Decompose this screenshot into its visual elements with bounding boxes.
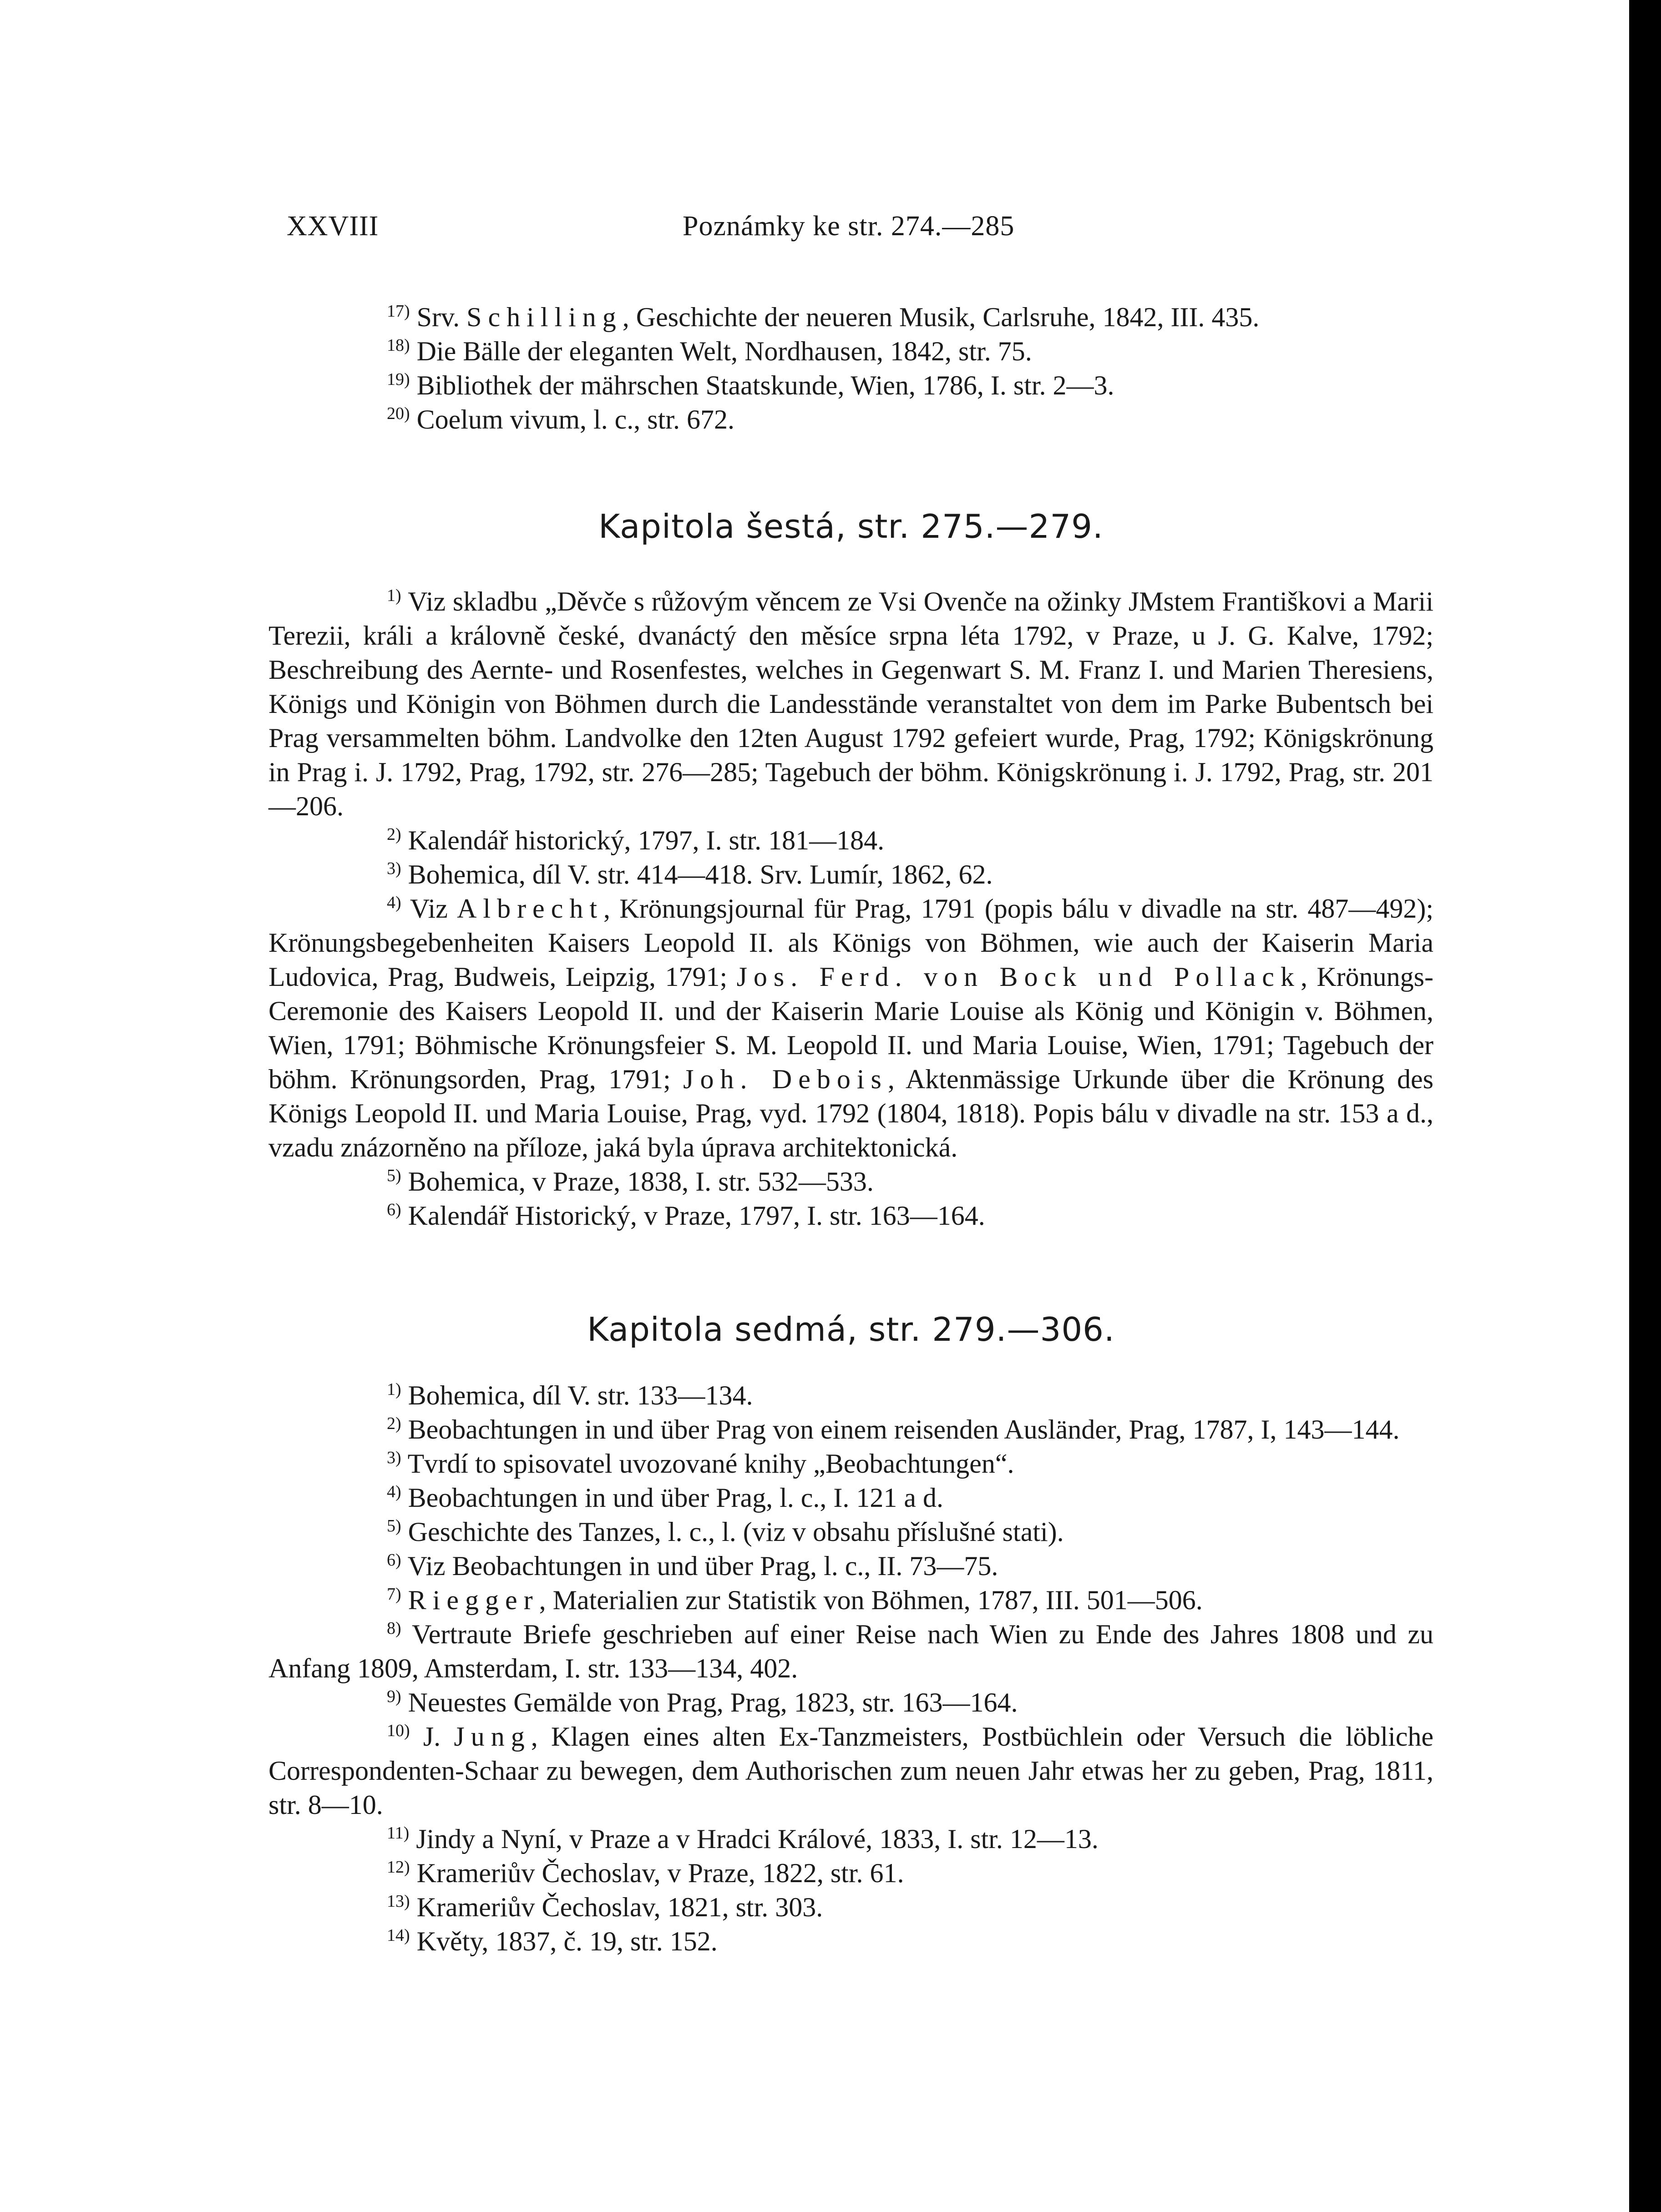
footnote: $^{20)}$ Coelum vivum, l. c., str. 672.: [387, 404, 734, 434]
running-title: Poznámky ke str. 274.—285: [683, 211, 1015, 242]
footnote: $^{13)}$ Krameriův Čechoslav, 1821, str. 303.: [387, 1892, 823, 1922]
footnote: $^{7)}$ Riegger, Materialien zur Statistik von Böhmen, 1787, III. 501—506.: [387, 1585, 1203, 1615]
footnote: $^{6)}$ Viz Beobachtungen in und über Prag, l. c., II. 73—75.: [387, 1550, 998, 1581]
footnote: $^{14)}$ Květy, 1837, č. 19, str. 152.: [387, 1926, 718, 1956]
footnote: $^{10)}$ J. Jung, Klagen eines alten Ex-Tanzmeisters, Postbüchlein oder Versuch die löbliche Correspondenten-Schaar zu bewegen, dem Authorischen zum neuen Jahr etwas her zu geben, Prag, 1811, str. 8—10.: [268, 1721, 1433, 1820]
chapter-heading-7: Kapitola sedmá, str. 279.—306.: [587, 1310, 1115, 1348]
footnote: $^{18)}$ Die Bälle der eleganten Welt, Nordhausen, 1842, str. 75.: [387, 336, 1032, 366]
footnote: $^{5)}$ Bohemica, v Praze, 1838, I. str. 532—533.: [387, 1166, 874, 1197]
footnote: $^{11)}$ Jindy a Nyní, v Praze a v Hradci Králové, 1833, I. str. 12—13.: [387, 1823, 1099, 1854]
footnote: $^{5)}$ Geschichte des Tanzes, l. c., l. (viz v obsahu příslušné stati).: [387, 1516, 1064, 1547]
footnote: $^{12)}$ Krameriův Čechoslav, v Praze, 1822, str. 61.: [387, 1858, 904, 1888]
footnote: $^{19)}$ Bibliothek der mährschen Staatskunde, Wien, 1786, I. str. 2—3.: [387, 370, 1114, 400]
footnote: $^{6)}$ Kalendář Historický, v Praze, 1797, I. str. 163—164.: [387, 1200, 985, 1231]
footnote: $^{4)}$ Beobachtungen in und über Prag, l. c., I. 121 a d.: [387, 1482, 944, 1513]
footnote: $^{8)}$ Vertraute Briefe geschrieben auf einer Reise nach Wien zu Ende des Jahres 1808 und zu Anfang 1809, Amsterdam, I. str. 133—134, 402.: [268, 1619, 1433, 1683]
footnote: $^{1)}$ Viz skladbu „Děvče s růžovým věncem ze Vsi Ovenče na ožinky JMstem Františkovi a Marii Terezii, králi a královně české, dvanáctý den měsíce srpna léta 1792, v Praze, u J. G. Kalve, 1792; Beschreibung des Aernte- und Rosenfestes, welches in Gegenwart S. M. Franz I. und Marien Theresiens, Königs und Königin von Böhmen durch die Landesstände veranstaltet von dem im Parke Bubentsch bei Prag versammelten böhm. Landvolke den 12ten August 1792 gefeiert wurde, Prag, 1792; Königskrönung in Prag i. J. 1792, Prag, 1792, str. 276—285; Tagebuch der böhm. Königskrönung i. J. 1792, Prag, str. 201—206.: [268, 586, 1434, 821]
notes-chapter-6: [268, 585, 1433, 1233]
footnote: $^{1)}$ Bohemica, díl V. str. 133—134.: [387, 1380, 753, 1410]
notes-chapter-7: [268, 1379, 1433, 1959]
footnote: $^{2)}$ Kalendář historický, 1797, I. str. 181—184.: [387, 825, 885, 855]
footnote: $^{2)}$ Beobachtungen in und über Prag von einem reisenden Ausländer, Prag, 1787, I, 143—144.: [387, 1414, 1400, 1444]
scan-edge: [1629, 0, 1661, 2212]
chapter-heading-6: Kapitola šestá, str. 275.—279.: [598, 507, 1104, 545]
footnote: $^{4)}$ Viz Albrecht, Krönungsjournal für Prag, 1791 (popis bálu v divadle na str. 487—492); Krönungsbegebenheiten Kaisers Leopold II. als Königs von Böhmen, wie auch der Kaiserin Maria Ludovica, Prag, Budweis, Leipzig, 1791; Jos. Ferd. von Bock und Pollack, Krönungs-Ceremonie des Kaisers Leopold II. und der Kaiserin Marie Louise als König und Königin v. Böhmen, Wien, 1791; Böhmische Krönungsfeier S. M. Leopold II. und Maria Louise, Wien, 1791; Tagebuch der böhm. Krönungsorden, Prag, 1791; Joh. Debois, Aktenmässige Urkunde über die Krönung des Königs Leopold II. und Maria Louise, Prag, vyd. 1792 (1804, 1818). Popis bálu v divadle na str. 153 a d., vzadu znázorněno na příloze, jaká byla úprava architektonická.: [268, 893, 1433, 1162]
footnote: $^{3)}$ Bohemica, díl V. str. 414—418. Srv. Lumír, 1862, 62.: [387, 859, 993, 889]
footnote: $^{9)}$ Neuestes Gemälde von Prag, Prag, 1823, str. 163—164.: [387, 1687, 1018, 1717]
footnote: $^{17)}$ Srv. Schilling, Geschichte der neueren Musik, Carlsruhe, 1842, III. 435.: [387, 302, 1260, 332]
footnote: $^{3)}$ Tvrdí to spisovatel uvozované knihy „Beobachtungen“.: [387, 1448, 1014, 1479]
page-number: XXVIII: [287, 211, 379, 242]
running-head: [287, 210, 1433, 251]
notes-top: [268, 300, 1433, 437]
